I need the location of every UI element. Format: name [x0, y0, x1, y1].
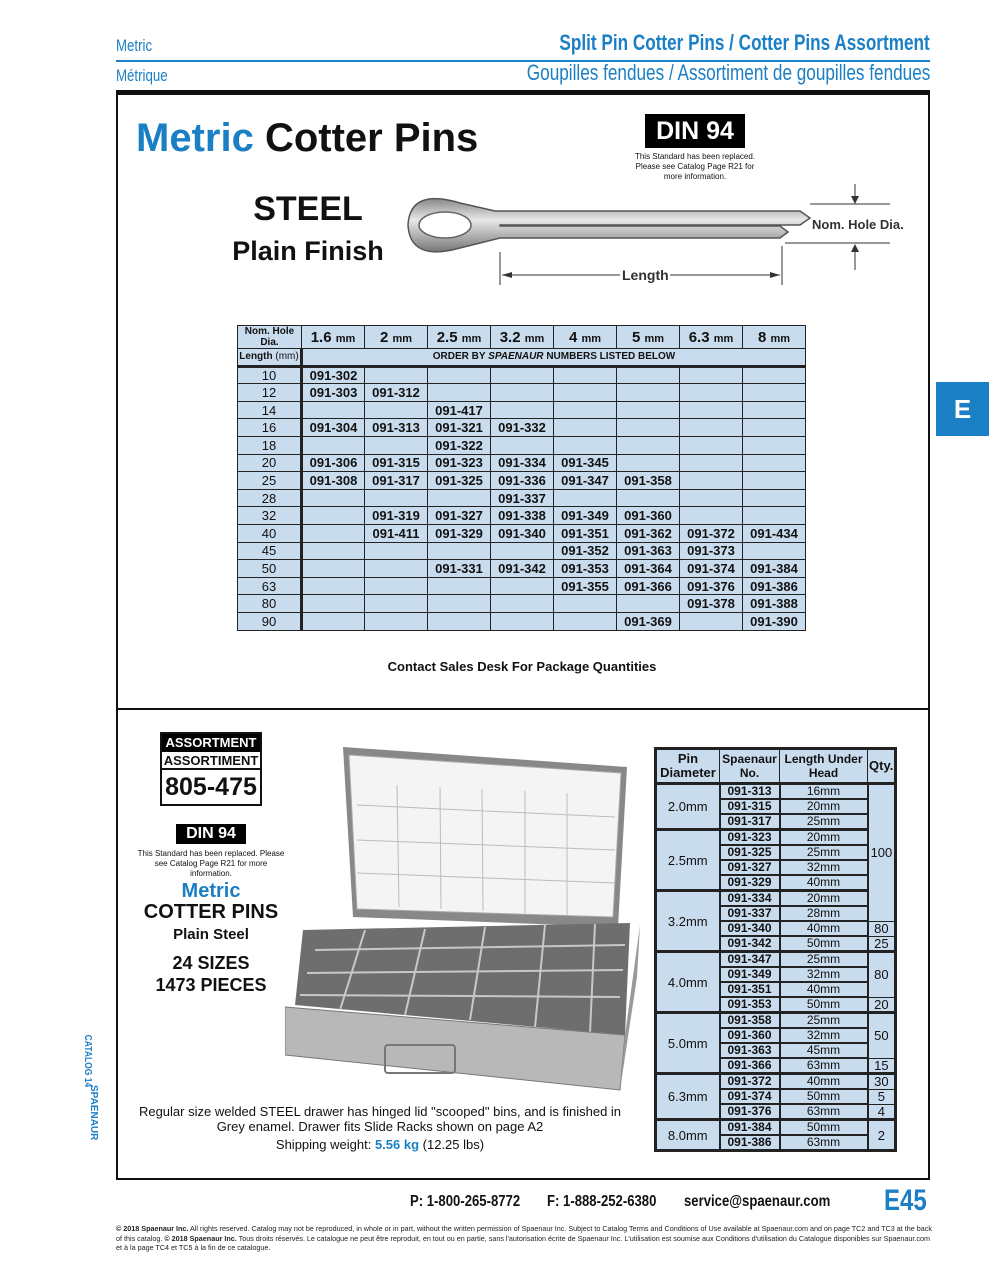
part-number-cell: 091-329	[428, 524, 491, 542]
header-left-fr: Métrique	[116, 66, 168, 85]
spaenaur-no-cell: 091-323	[720, 830, 780, 846]
col-header: 3.2 mm	[491, 326, 554, 349]
part-number-cell	[302, 560, 365, 578]
assortment-row	[656, 1074, 896, 1090]
part-number-cell	[428, 595, 491, 613]
part-number-cell: 091-360	[617, 507, 680, 525]
spaenaur-no-cell: 091-315	[720, 799, 780, 814]
spaenaur-no-cell: 091-337	[720, 906, 780, 921]
part-number-cell	[428, 577, 491, 595]
side-brand-label: SPAENAUR	[88, 1085, 99, 1141]
part-number-cell	[365, 560, 428, 578]
part-number-cell: 091-313	[365, 419, 428, 437]
part-number-cell: 091-355	[554, 577, 617, 595]
part-number-cell: 091-351	[554, 524, 617, 542]
spaenaur-no-cell: 091-358	[720, 1013, 780, 1029]
part-number-cell	[554, 436, 617, 454]
part-number-cell	[743, 436, 806, 454]
th-pin-diameter: Pin Diameter	[656, 749, 720, 784]
finish-label: Plain Finish	[232, 236, 384, 266]
qty-cell: 80	[868, 921, 896, 936]
length-under-head-cell: 25mm	[780, 845, 868, 860]
part-number-cell	[428, 612, 491, 630]
qty-cell: 5	[868, 1089, 896, 1104]
col-header: 5 mm	[617, 326, 680, 349]
length-under-head-cell: 28mm	[780, 906, 868, 921]
part-number-cell	[365, 612, 428, 630]
part-number-cell: 091-373	[680, 542, 743, 560]
part-number-cell: 091-332	[491, 419, 554, 437]
pin-diameter-cell: 2.0mm	[656, 784, 720, 830]
spaenaur-no-cell: 091-366	[720, 1058, 780, 1074]
length-under-head-cell: 45mm	[780, 1043, 868, 1058]
qty-cell: 30	[868, 1074, 896, 1090]
length-cell: 16	[238, 419, 302, 437]
table-row	[238, 436, 806, 454]
part-number-cell	[302, 489, 365, 507]
qty-cell: 25	[868, 936, 896, 952]
footer-fax: F: 1-888-252-6380	[547, 1193, 657, 1210]
part-number-cell: 091-386	[743, 577, 806, 595]
part-number-cell	[491, 401, 554, 419]
th-qty: Qty.	[868, 749, 896, 784]
part-number-cell	[680, 507, 743, 525]
qty-cell: 20	[868, 997, 896, 1013]
page-title: Metric Cotter Pins	[136, 116, 479, 160]
col-header: 1.6 mm	[302, 326, 365, 349]
part-number-cell	[491, 384, 554, 402]
length-cell: 50	[238, 560, 302, 578]
part-number-cell: 091-315	[365, 454, 428, 472]
length-cell: 18	[238, 436, 302, 454]
part-number-cell	[680, 384, 743, 402]
length-under-head-cell: 40mm	[780, 921, 868, 936]
part-number-cell	[743, 472, 806, 490]
part-number-cell	[554, 401, 617, 419]
length-cell: 63	[238, 577, 302, 595]
length-under-head-cell: 25mm	[780, 952, 868, 968]
part-number-cell	[491, 612, 554, 630]
length-cell: 32	[238, 507, 302, 525]
part-number-cell	[680, 454, 743, 472]
part-number-cell	[743, 384, 806, 402]
length-cell: 80	[238, 595, 302, 613]
part-number-cell: 091-334	[491, 454, 554, 472]
pin-diameter-cell: 6.3mm	[656, 1074, 720, 1120]
assortment-badge: ASSORTMENT ASSORTIMENT 805-475	[160, 732, 262, 806]
length-header: Length (mm)	[238, 349, 302, 367]
side-catalog-label: CATALOG 14	[82, 1034, 93, 1088]
part-number-cell: 091-331	[428, 560, 491, 578]
table-row	[238, 366, 806, 384]
section-divider	[116, 708, 930, 710]
spaenaur-no-cell: 091-349	[720, 967, 780, 982]
spaenaur-no-cell: 091-317	[720, 814, 780, 830]
part-number-cell	[743, 454, 806, 472]
length-under-head-cell: 20mm	[780, 830, 868, 846]
assortment-number: 805-475	[165, 773, 257, 801]
spaenaur-no-cell: 091-347	[720, 952, 780, 968]
material-label: STEEL	[253, 190, 363, 228]
part-number-cell	[680, 419, 743, 437]
length-under-head-cell: 40mm	[780, 1074, 868, 1090]
footer-phone[interactable]: P: 1-800-265-8772	[410, 1193, 521, 1210]
qty-cell: 2	[868, 1120, 896, 1151]
part-number-cell	[554, 384, 617, 402]
svg-text:Nom. Hole Dia.: Nom. Hole Dia.	[812, 217, 904, 232]
length-under-head-cell: 20mm	[780, 891, 868, 907]
din-note-assortment: This Standard has been replaced. Please see Catalog Page R21 for more information.	[137, 849, 285, 878]
length-under-head-cell: 32mm	[780, 860, 868, 875]
length-cell: 25	[238, 472, 302, 490]
part-number-cell	[428, 384, 491, 402]
table-row	[238, 577, 806, 595]
part-number-cell	[302, 401, 365, 419]
pin-diameter-cell: 2.5mm	[656, 830, 720, 891]
spaenaur-no-cell: 091-384	[720, 1120, 780, 1136]
contact-note: Contact Sales Desk For Package Quantities	[387, 659, 657, 674]
length-cell: 28	[238, 489, 302, 507]
part-number-cell	[491, 366, 554, 384]
spaenaur-no-cell: 091-342	[720, 936, 780, 952]
col-header: 6.3 mm	[680, 326, 743, 349]
header-row-french	[116, 60, 930, 93]
table-row	[238, 454, 806, 472]
header-right-en: Split Pin Cotter Pins / Cotter Pins Assortment	[559, 30, 930, 55]
length-under-head-cell: 25mm	[780, 1013, 868, 1029]
col-header: 4 mm	[554, 326, 617, 349]
part-number-cell: 091-434	[743, 524, 806, 542]
length-cell: 40	[238, 524, 302, 542]
spaenaur-no-cell: 091-329	[720, 875, 780, 891]
part-number-cell	[365, 542, 428, 560]
th-length: Length Under Head	[780, 749, 868, 784]
cotter-pin-diagram-icon	[400, 180, 920, 290]
table-body	[238, 366, 806, 630]
assortment-row	[656, 830, 896, 846]
part-number-cell: 091-349	[554, 507, 617, 525]
spaenaur-no-cell: 091-327	[720, 860, 780, 875]
spaenaur-no-cell: 091-325	[720, 845, 780, 860]
part-number-cell: 091-322	[428, 436, 491, 454]
part-number-cell	[428, 366, 491, 384]
pin-diameter-cell: 8.0mm	[656, 1120, 720, 1151]
part-number-cell	[617, 366, 680, 384]
spaenaur-no-cell: 091-340	[720, 921, 780, 936]
part-number-cell	[365, 489, 428, 507]
length-under-head-cell: 50mm	[780, 1089, 868, 1104]
part-number-cell: 091-338	[491, 507, 554, 525]
col-header: 2 mm	[365, 326, 428, 349]
header-left-en: Metric	[116, 36, 153, 55]
page-number: E45	[884, 1184, 927, 1217]
part-number-cell: 091-312	[365, 384, 428, 402]
part-number-cell	[302, 436, 365, 454]
cotter-pin-table	[237, 325, 806, 631]
length-under-head-cell: 63mm	[780, 1104, 868, 1120]
shipping-weight: Shipping weight: 5.56 kg (12.25 lbs)	[275, 1137, 485, 1152]
part-number-cell: 091-337	[491, 489, 554, 507]
table-row	[238, 419, 806, 437]
part-number-cell: 091-340	[491, 524, 554, 542]
col-header: 2.5 mm	[428, 326, 491, 349]
part-number-cell: 091-342	[491, 560, 554, 578]
part-number-cell	[617, 384, 680, 402]
part-number-cell: 091-366	[617, 577, 680, 595]
part-number-cell	[617, 436, 680, 454]
th-spaenaur-no: Spaenaur No.	[720, 749, 780, 784]
length-cell: 45	[238, 542, 302, 560]
assortment-drawer-image-icon	[285, 745, 640, 1095]
length-under-head-cell: 25mm	[780, 814, 868, 830]
assortment-row	[656, 1120, 896, 1136]
part-number-cell: 091-308	[302, 472, 365, 490]
part-number-cell	[554, 595, 617, 613]
part-number-cell	[617, 454, 680, 472]
assortment-table	[654, 747, 897, 1152]
spaenaur-no-cell: 091-374	[720, 1089, 780, 1104]
part-number-cell	[743, 507, 806, 525]
length-cell: 20	[238, 454, 302, 472]
part-number-cell	[680, 489, 743, 507]
svg-text:Length: Length	[622, 267, 669, 283]
part-number-cell: 091-323	[428, 454, 491, 472]
table-row	[238, 401, 806, 419]
table-row	[238, 595, 806, 613]
part-number-cell: 091-317	[365, 472, 428, 490]
spaenaur-no-cell: 091-334	[720, 891, 780, 907]
part-number-cell	[554, 419, 617, 437]
header-right-fr: Goupilles fendues / Assortiment de goupilles fendues	[526, 60, 930, 85]
part-number-cell: 091-384	[743, 560, 806, 578]
part-number-cell	[491, 436, 554, 454]
spaenaur-no-cell: 091-386	[720, 1135, 780, 1151]
length-under-head-cell: 16mm	[780, 784, 868, 800]
assortment-row	[656, 1013, 896, 1029]
length-under-head-cell: 50mm	[780, 936, 868, 952]
part-number-cell	[680, 612, 743, 630]
part-number-cell	[743, 542, 806, 560]
pin-diameter-cell: 4.0mm	[656, 952, 720, 1013]
col-header: 8 mm	[743, 326, 806, 349]
assortment-description: Regular size welded STEEL drawer has hinged lid "scooped" bins, and is finished in Grey enamel. Drawer fits Slide Racks shown on page A2	[138, 1104, 622, 1134]
din-note: This Standard has been replaced. Please see Catalog Page R21 for more information.	[634, 152, 756, 181]
spaenaur-no-cell: 091-351	[720, 982, 780, 997]
part-number-cell: 091-411	[365, 524, 428, 542]
spaenaur-no-cell: 091-353	[720, 997, 780, 1013]
part-number-cell	[680, 366, 743, 384]
part-number-cell: 091-303	[302, 384, 365, 402]
part-number-cell: 091-376	[680, 577, 743, 595]
length-cell: 14	[238, 401, 302, 419]
length-cell: 90	[238, 612, 302, 630]
part-number-cell	[680, 472, 743, 490]
part-number-cell	[365, 366, 428, 384]
part-number-cell	[302, 524, 365, 542]
part-number-cell: 091-319	[365, 507, 428, 525]
part-number-cell: 091-390	[743, 612, 806, 630]
part-number-cell: 091-388	[743, 595, 806, 613]
part-number-cell	[491, 595, 554, 613]
part-number-cell	[617, 595, 680, 613]
part-number-cell: 091-306	[302, 454, 365, 472]
part-number-cell	[491, 577, 554, 595]
part-number-cell: 091-353	[554, 560, 617, 578]
part-number-cell	[302, 507, 365, 525]
length-under-head-cell: 40mm	[780, 875, 868, 891]
part-number-cell	[365, 401, 428, 419]
qty-cell: 4	[868, 1104, 896, 1120]
header-row-english	[116, 30, 930, 62]
qty-cell: 80	[868, 952, 896, 998]
table-row	[238, 524, 806, 542]
table-row	[238, 472, 806, 490]
qty-cell: 15	[868, 1058, 896, 1074]
table-row	[238, 489, 806, 507]
table-row	[238, 507, 806, 525]
part-number-cell: 091-336	[491, 472, 554, 490]
part-number-cell	[554, 366, 617, 384]
part-number-cell: 091-369	[617, 612, 680, 630]
part-number-cell: 091-378	[680, 595, 743, 613]
length-under-head-cell: 50mm	[780, 997, 868, 1013]
pin-diameter-cell: 5.0mm	[656, 1013, 720, 1074]
part-number-cell	[617, 419, 680, 437]
pin-diameter-cell: 3.2mm	[656, 891, 720, 952]
part-number-cell: 091-345	[554, 454, 617, 472]
length-cell: 10	[238, 366, 302, 384]
part-number-cell	[617, 401, 680, 419]
part-number-cell: 091-362	[617, 524, 680, 542]
part-number-cell	[302, 612, 365, 630]
part-number-cell	[365, 577, 428, 595]
qty-cell: 50	[868, 1013, 896, 1059]
qty-cell: 100	[868, 784, 896, 922]
din-badge-assortment: DIN 94	[176, 824, 246, 844]
length-under-head-cell: 32mm	[780, 967, 868, 982]
part-number-cell	[302, 577, 365, 595]
legal-notice: © 2018 Spaenaur Inc. All rights reserved. Catalog may not be reproduced, in whole or in part, without the written permission of Spaenaur Inc. Subject to Catalog Terms and Conditions of Use available at Spaenaur.com and on page TC2 and TC3 at the back of this catalog. © 2018 Spaenaur Inc. Tous droits réservés. Le catalogue ne peut être reproduit, en tout ou en partie, sans l'autorisation écrite de Spaenaur Inc. L'utilisation est soumise aux Conditions d'utilisation du Catalogue disponibles sur Spaenaur.com et à la page TC4 et TC5 à la fin de ce catalogue.	[116, 1224, 932, 1252]
length-under-head-cell: 63mm	[780, 1135, 868, 1151]
part-number-cell: 091-358	[617, 472, 680, 490]
part-number-cell: 091-325	[428, 472, 491, 490]
length-under-head-cell: 20mm	[780, 799, 868, 814]
table-row	[238, 384, 806, 402]
part-number-cell	[680, 436, 743, 454]
part-number-cell	[365, 436, 428, 454]
part-number-cell	[743, 419, 806, 437]
length-under-head-cell: 32mm	[780, 1028, 868, 1043]
part-number-cell: 091-417	[428, 401, 491, 419]
part-number-cell: 091-347	[554, 472, 617, 490]
length-under-head-cell: 63mm	[780, 1058, 868, 1074]
part-number-cell: 091-304	[302, 419, 365, 437]
part-number-cell	[302, 542, 365, 560]
part-number-cell: 091-363	[617, 542, 680, 560]
part-number-cell: 091-372	[680, 524, 743, 542]
spaenaur-no-cell: 091-313	[720, 784, 780, 800]
length-under-head-cell: 50mm	[780, 1120, 868, 1136]
section-tab-e[interactable]: E	[936, 382, 989, 436]
part-number-cell	[617, 489, 680, 507]
length-cell: 12	[238, 384, 302, 402]
order-note: ORDER BY SPAENAUR NUMBERS LISTED BELOW	[302, 349, 806, 367]
part-number-cell	[365, 595, 428, 613]
part-number-cell: 091-352	[554, 542, 617, 560]
part-number-cell	[743, 489, 806, 507]
footer-email[interactable]: service@spaenaur.com	[684, 1193, 831, 1210]
corner-header: Nom. Hole Dia.	[238, 326, 302, 349]
part-number-cell: 091-374	[680, 560, 743, 578]
table-row	[238, 612, 806, 630]
length-under-head-cell: 40mm	[780, 982, 868, 997]
part-number-cell	[554, 489, 617, 507]
part-number-cell	[428, 542, 491, 560]
part-number-cell: 091-302	[302, 366, 365, 384]
part-number-cell	[743, 401, 806, 419]
spaenaur-no-cell: 091-363	[720, 1043, 780, 1058]
assortment-row	[656, 952, 896, 968]
part-number-cell	[554, 612, 617, 630]
assortment-row	[656, 784, 896, 800]
assortment-table-body	[656, 784, 896, 1151]
part-number-cell	[680, 401, 743, 419]
spaenaur-no-cell: 091-372	[720, 1074, 780, 1090]
table-row	[238, 542, 806, 560]
table-row	[238, 560, 806, 578]
spaenaur-no-cell: 091-360	[720, 1028, 780, 1043]
assortment-row	[656, 891, 896, 907]
part-number-cell: 091-364	[617, 560, 680, 578]
part-number-cell: 091-327	[428, 507, 491, 525]
spaenaur-no-cell: 091-376	[720, 1104, 780, 1120]
part-number-cell	[428, 489, 491, 507]
part-number-cell	[302, 595, 365, 613]
part-number-cell	[491, 542, 554, 560]
part-number-cell	[743, 366, 806, 384]
din-badge: DIN 94	[645, 114, 745, 148]
part-number-cell: 091-321	[428, 419, 491, 437]
